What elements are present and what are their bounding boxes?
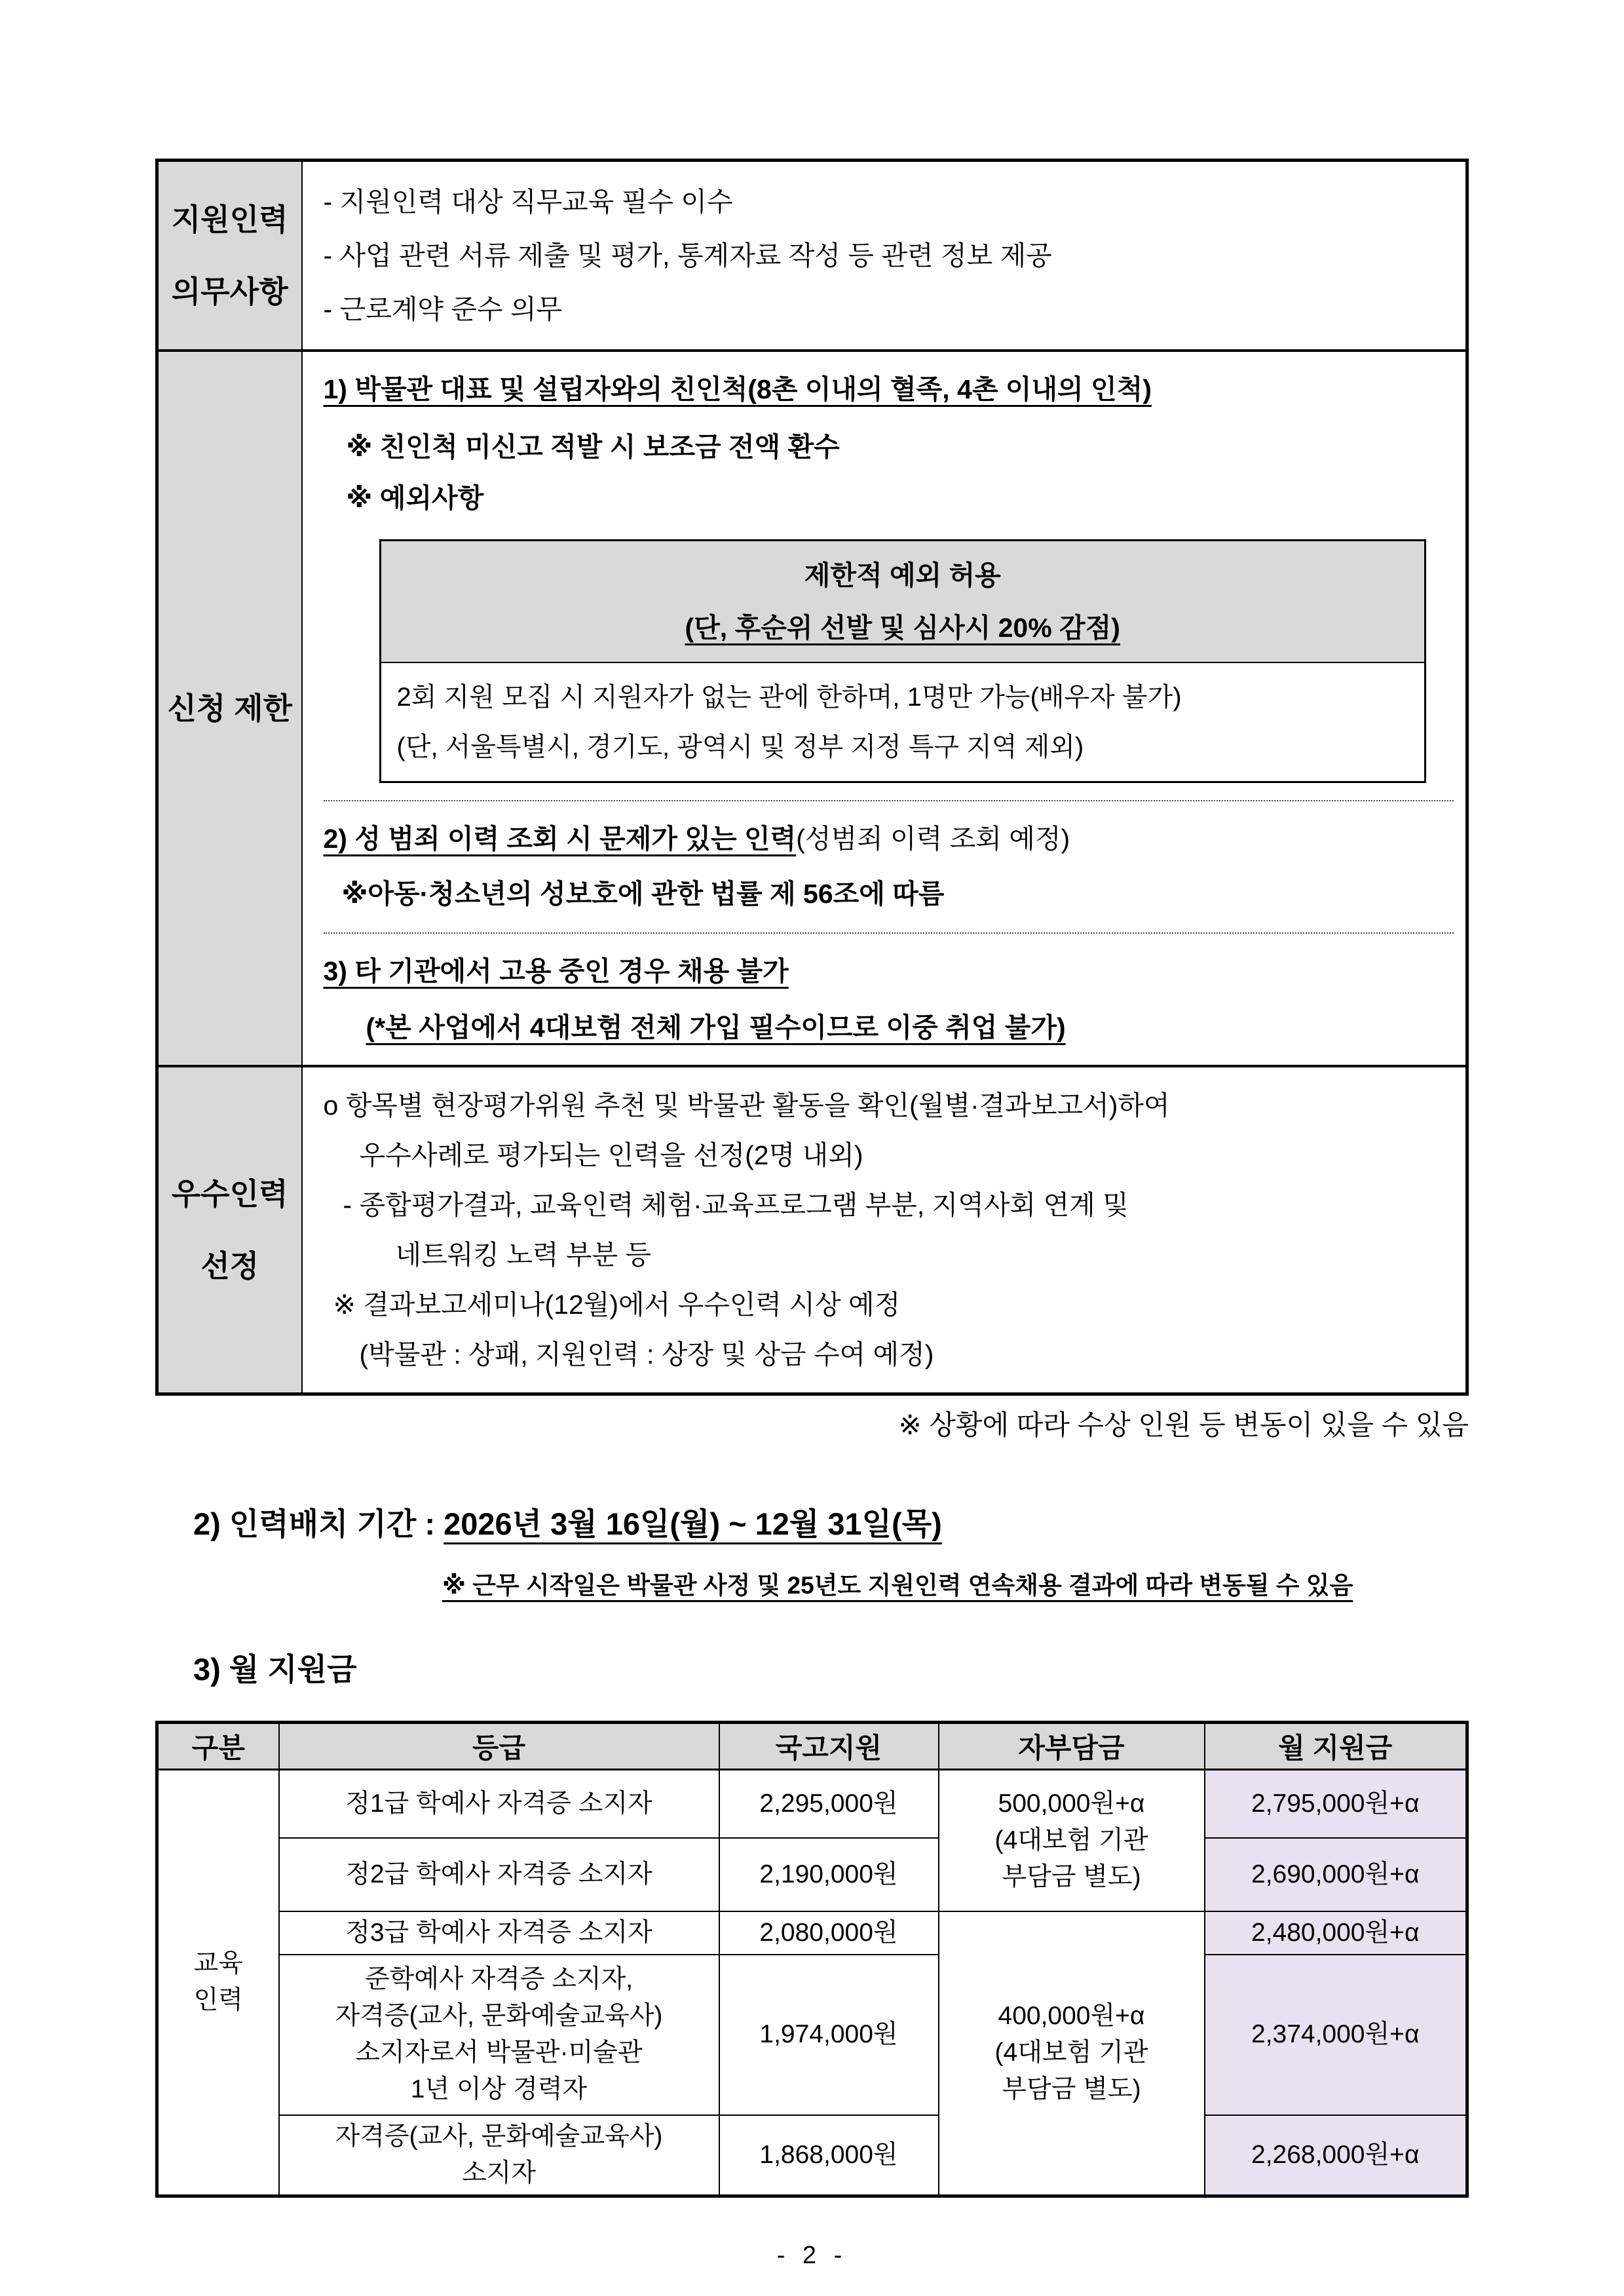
col-header-monthly-subsidy: 월 지원금	[1205, 1723, 1467, 1770]
restriction-2-title	[324, 814, 1454, 863]
row-header-line: 우수인력	[171, 1177, 288, 1211]
row-header-line: 선정	[200, 1249, 259, 1283]
col-header-category: 구분	[157, 1723, 279, 1770]
grade-cell	[279, 1955, 719, 2115]
col-header-national-subsidy: 국고지원	[719, 1723, 939, 1770]
exception-box-body-line: (단, 서울특별시, 경기도, 광역시 및 정부 지정 특구 지역 제외)	[396, 733, 1084, 761]
restriction-2-title-suffix: (성범죄 이력 조회 예정)	[796, 824, 1070, 854]
table-row	[157, 1911, 1467, 1955]
category-line: 인력	[193, 1986, 243, 2015]
obligation-item: - 근로계약 준수 의무	[323, 294, 563, 324]
self-payment-cell-group2	[939, 1911, 1205, 2196]
restriction-1-exception-label: ※ 예외사항	[346, 483, 484, 513]
obligations-restrictions-table	[155, 159, 1469, 1396]
grade-line: 소지자로서 박물관·미술관	[355, 2038, 643, 2067]
row-header-excellent-staff-selection	[157, 1066, 302, 1394]
section2-heading-period: 2026년 3월 16일(월) ~ 12월 31일(목)	[444, 1506, 942, 1541]
self-payment-line: 부담금 별도)	[1002, 1862, 1141, 1891]
monthly-subsidy-cell: 2,374,000원+α	[1205, 1955, 1467, 2115]
national-subsidy-cell: 1,868,000원	[719, 2115, 939, 2196]
national-subsidy-cell: 2,080,000원	[719, 1911, 939, 1955]
obligation-item: - 지원인력 대상 직무교육 필수 이수	[323, 187, 733, 217]
row-header-application-restrictions	[157, 351, 302, 1066]
monthly-subsidy-cell: 2,480,000원+α	[1205, 1911, 1467, 1955]
category-cell-education-staff	[157, 1770, 279, 2196]
restriction-1-title: 1) 박물관 대표 및 설립자와의 친인척(8촌 이내의 혈족, 4촌 이내의 인척)	[323, 374, 1152, 404]
exception-box-subtitle: (단, 후순위 선발 및 심사시 20% 감점)	[685, 613, 1120, 643]
restriction-2-title-emphasis: 2) 성 범죄 이력 조회 시 문제가 있는 인력	[323, 824, 797, 854]
self-payment-line: 부담금 별도)	[1002, 2075, 1141, 2103]
self-payment-line: 400,000원+α	[998, 2002, 1145, 2030]
obligation-item: - 사업 관련 서류 제출 및 평가, 통계자료 작성 등 관련 정보 제공	[323, 240, 1052, 271]
selection-line: (박물관 : 상패, 지원인력 : 상장 및 상금 수여 예정)	[359, 1339, 934, 1369]
national-subsidy-cell: 1,974,000원	[719, 1955, 939, 2115]
exception-box-body-line: 2회 지원 모집 시 지원자가 없는 관에 한하며, 1명만 가능(배우자 불가)	[396, 683, 1182, 712]
grade-cell: 정3급 학예사 자격증 소지자	[279, 1911, 719, 1955]
dotted-divider	[324, 800, 1454, 801]
row-header-line: 지원인력	[171, 202, 288, 237]
grade-line: 자격증(교사, 문화예술교육사)	[335, 2002, 663, 2030]
self-payment-line: (4대보험 기관	[994, 1826, 1148, 1854]
grade-cell	[279, 2115, 719, 2196]
obligations-content-cell	[302, 161, 1467, 351]
row-header-line: 신청 제한	[167, 691, 293, 725]
category-line: 교육	[193, 1949, 243, 1978]
section2-heading	[193, 1503, 1469, 1545]
selection-content-cell	[302, 1066, 1467, 1394]
section3-heading: 3) 월 지원금	[193, 1652, 357, 1687]
restriction-3-note: (*본 사업에서 4대보험 전체 가입 필수이므로 이중 취업 불가)	[366, 1012, 1066, 1043]
selection-line: o 항목별 현장평가위원 추천 및 박물관 활동을 확인(월별·결과보고서)하여	[323, 1090, 1170, 1120]
row-support-staff-obligations	[157, 161, 1467, 351]
exception-box-body	[381, 663, 1425, 781]
monthly-subsidy-cell: 2,268,000원+α	[1205, 2115, 1467, 2196]
work-start-date-note: ※ 근무 시작일은 박물관 사정 및 25년도 지원인력 연속채용 결과에 따라 변동될 수 있음	[442, 1572, 1353, 1599]
monthly-subsidy-table	[155, 1721, 1469, 2198]
row-header-line: 의무사항	[171, 275, 288, 309]
restriction-2-note: ※아동·청소년의 성보호에 관한 법률 제 56조에 따름	[341, 879, 945, 909]
restriction-3-title: 3) 타 기관에서 고용 중인 경우 채용 불가	[323, 956, 789, 986]
table-row	[157, 1770, 1467, 1838]
grade-line: 자격증(교사, 문화예술교육사)	[335, 2122, 663, 2151]
restriction-1-note: ※ 친인척 미신고 적발 시 보조금 전액 환수	[346, 432, 840, 462]
selection-line: - 종합평가결과, 교육인력 체험·교육프로그램 부분, 지역사회 연계 및	[343, 1190, 1129, 1220]
restrictions-content-cell	[302, 351, 1467, 1066]
self-payment-line: 500,000원+α	[998, 1789, 1145, 1818]
grade-cell: 정1급 학예사 자격증 소지자	[279, 1770, 719, 1838]
exception-box-header	[381, 541, 1425, 663]
section2-heading-label: 2) 인력배치 기간 :	[193, 1506, 444, 1541]
subsidy-table-header-row	[157, 1723, 1467, 1770]
exception-box	[379, 539, 1427, 783]
self-payment-line: (4대보험 기관	[994, 2038, 1148, 2067]
table-row	[157, 2115, 1467, 2196]
selection-line: ※ 결과보고세미나(12월)에서 우수인력 시상 예정	[333, 1290, 901, 1320]
col-header-grade: 등급	[279, 1723, 719, 1770]
award-change-note: ※ 상황에 따라 수상 인원 등 변동이 있을 수 있음	[898, 1409, 1469, 1440]
grade-line: 소지자	[461, 2158, 537, 2187]
exception-box-title: 제한적 예외 허용	[804, 560, 1001, 590]
table-row	[157, 1955, 1467, 2115]
table-row	[157, 1838, 1467, 1911]
page-number: - 2 -	[776, 2241, 848, 2269]
self-payment-cell-group1	[939, 1770, 1205, 1911]
selection-line: 우수사례로 평가되는 인력을 선정(2명 내외)	[359, 1140, 863, 1170]
national-subsidy-cell: 2,295,000원	[719, 1770, 939, 1838]
row-excellent-staff-selection	[157, 1066, 1467, 1394]
dotted-divider	[324, 932, 1454, 934]
grade-cell: 정2급 학예사 자격증 소지자	[279, 1838, 719, 1911]
grade-line: 1년 이상 경력자	[410, 2075, 588, 2103]
row-header-support-staff-obligations	[157, 161, 302, 351]
national-subsidy-cell: 2,190,000원	[719, 1838, 939, 1911]
monthly-subsidy-cell: 2,795,000원+α	[1205, 1770, 1467, 1838]
row-application-restrictions	[157, 351, 1467, 1066]
selection-line: 네트워킹 노력 부분 등	[395, 1240, 652, 1270]
col-header-self-payment: 자부담금	[939, 1723, 1205, 1770]
monthly-subsidy-cell: 2,690,000원+α	[1205, 1838, 1467, 1911]
grade-line: 준학예사 자격증 소지자,	[364, 1965, 633, 1993]
